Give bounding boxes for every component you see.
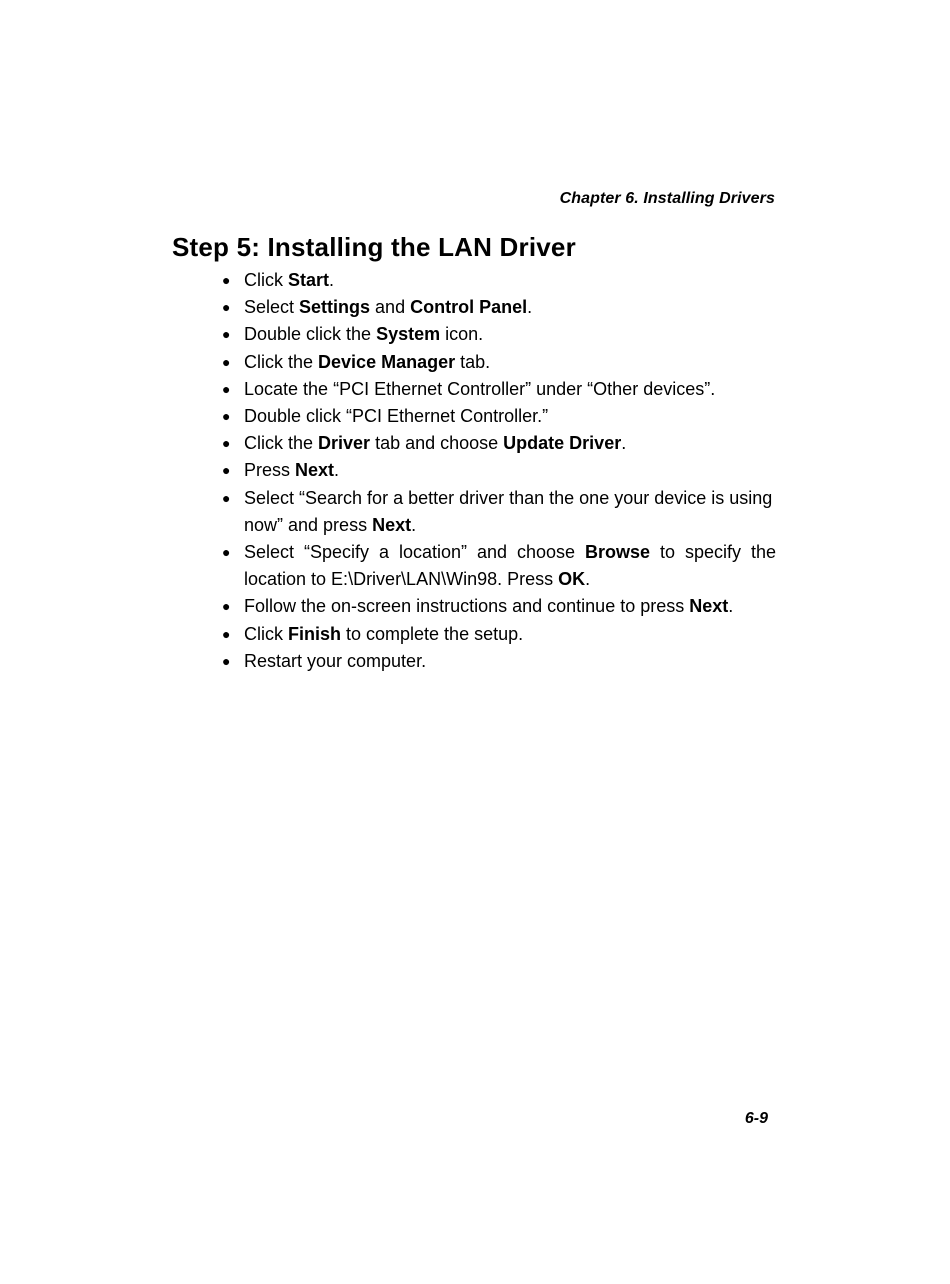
list-item: ● Select “Specify a location” and choose Browse to specify the location to E:\Driver\LAN\Win98. Press OK. <box>222 539 776 593</box>
list-item: ● Follow the on-screen instructions and continue to press Next. <box>222 593 776 620</box>
list-item: ● Click the Device Manager tab. <box>222 349 776 376</box>
list-item: ● Click Start. <box>222 267 776 294</box>
list-item: ● Click the Driver tab and choose Update Driver. <box>222 430 776 457</box>
bullet-icon: ● <box>222 435 231 452</box>
list-item: ● Double click “PCI Ethernet Controller.” <box>222 403 776 430</box>
list-item: ● Locate the “PCI Ethernet Controller” under “Other devices”. <box>222 376 776 403</box>
bullet-icon: ● <box>222 299 231 316</box>
bullet-icon: ● <box>222 408 231 425</box>
bullet-icon: ● <box>222 544 231 561</box>
list-item: ● Restart your computer. <box>222 648 776 675</box>
section-title: Step 5: Installing the LAN Driver <box>172 232 576 262</box>
bullet-icon: ● <box>222 326 231 343</box>
bullet-icon: ● <box>222 462 231 479</box>
steps-list <box>222 267 776 675</box>
bullet-icon: ● <box>222 652 231 669</box>
list-item: ● Press Next. <box>222 457 776 484</box>
bullet-icon: ● <box>222 489 231 506</box>
bullet-icon: ● <box>222 625 231 642</box>
list-item: ● Double click the System icon. <box>222 321 776 348</box>
bullet-icon: ● <box>222 272 231 288</box>
running-head: Chapter 6. Installing Drivers <box>559 190 775 207</box>
list-item: ● Select Settings and Control Panel. <box>222 294 776 321</box>
bullet-icon: ● <box>222 598 231 615</box>
bullet-icon: ● <box>222 353 231 370</box>
list-item: ● Click Finish to complete the setup. <box>222 621 776 648</box>
page-number: 6-9 <box>744 1110 768 1127</box>
bullet-icon: ● <box>222 380 231 397</box>
list-item: ● Select “Search for a better driver than the one your device is using now” and press Next. <box>222 485 776 539</box>
